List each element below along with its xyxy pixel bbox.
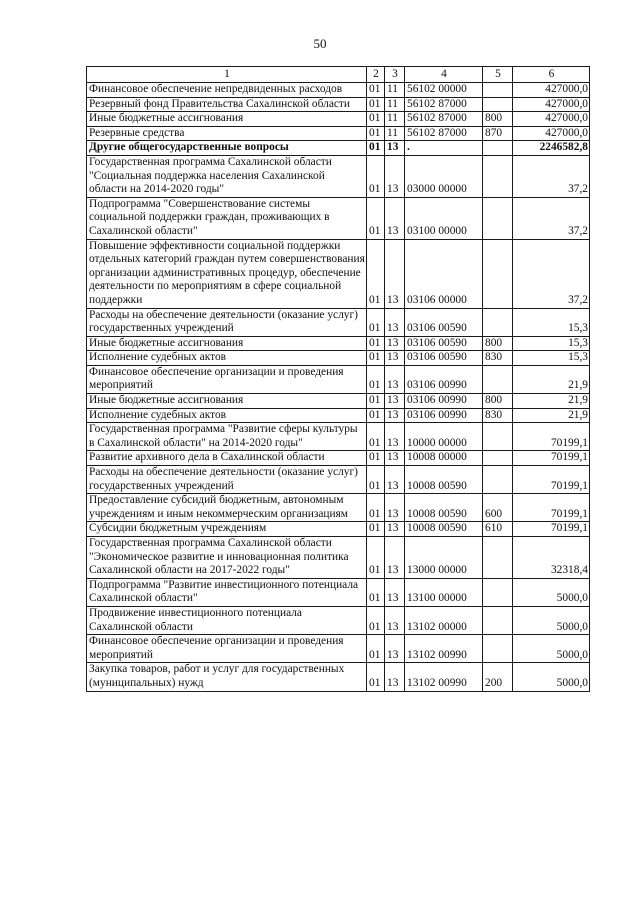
header-cell-name: 1 — [87, 67, 367, 83]
row-cell-target-article: 03000 00000 — [405, 155, 483, 197]
row-cell-target-article: 56102 87000 — [405, 126, 483, 141]
row-cell-target-article: 10008 00590 — [405, 494, 483, 522]
row-cell-amount: 15,3 — [513, 351, 590, 366]
row-cell-section: 01 — [367, 394, 385, 409]
row-cell-subsection: 13 — [385, 394, 405, 409]
row-cell-section: 01 — [367, 239, 385, 308]
row-cell-name: Финансовое обеспечение непредвиденных расходов — [87, 83, 367, 98]
row-cell-target-article: 03106 00590 — [405, 308, 483, 336]
row-cell-expense-type — [483, 83, 513, 98]
row-cell-name: Повышение эффективности социальной поддержки отдельных категорий граждан путем совершенствования организации административных процедур, обеспечение деятельности по мероприятиям в сфере социальной поддержки — [87, 239, 367, 308]
row-cell-name: Резервный фонд Правительства Сахалинской области — [87, 97, 367, 112]
row-cell-section: 01 — [367, 83, 385, 98]
row-cell-amount: 427000,0 — [513, 97, 590, 112]
row-cell-amount: 70199,1 — [513, 494, 590, 522]
header-cell-amount: 6 — [513, 67, 590, 83]
row-cell-target-article: 03106 00990 — [405, 394, 483, 409]
row-cell-expense-type — [483, 578, 513, 606]
row-cell-target-article: 03106 00590 — [405, 351, 483, 366]
row-cell-expense-type — [483, 423, 513, 451]
row-cell-section: 01 — [367, 408, 385, 423]
row-cell-section: 01 — [367, 112, 385, 127]
row-cell-subsection: 11 — [385, 126, 405, 141]
row-cell-name: Подпрограмма "Развитие инвестиционного потенциала Сахалинской области" — [87, 578, 367, 606]
table-row — [87, 466, 590, 494]
row-cell-name: Государственная программа "Развитие сферы культуры в Сахалинской области" на 2014-2020 годы" — [87, 423, 367, 451]
row-cell-name: Развитие архивного дела в Сахалинской области — [87, 451, 367, 466]
row-cell-amount: 32318,4 — [513, 537, 590, 579]
table-row — [87, 537, 590, 579]
row-cell-amount: 21,9 — [513, 394, 590, 409]
table-row — [87, 308, 590, 336]
row-cell-name: Субсидии бюджетным учреждениям — [87, 522, 367, 537]
row-cell-amount: 37,2 — [513, 239, 590, 308]
row-cell-target-article: 10008 00000 — [405, 451, 483, 466]
row-cell-subsection: 13 — [385, 141, 405, 156]
budget-table — [86, 66, 590, 692]
row-cell-section: 01 — [367, 606, 385, 634]
row-cell-section: 01 — [367, 522, 385, 537]
row-cell-name: Резервные средства — [87, 126, 367, 141]
row-cell-target-article: 13102 00990 — [405, 635, 483, 663]
table-row — [87, 578, 590, 606]
row-cell-name: Продвижение инвестиционного потенциала Сахалинской области — [87, 606, 367, 634]
row-cell-subsection: 11 — [385, 97, 405, 112]
row-cell-section: 01 — [367, 578, 385, 606]
table-row — [87, 663, 590, 691]
row-cell-section: 01 — [367, 635, 385, 663]
table-row — [87, 451, 590, 466]
table-body — [87, 67, 590, 692]
row-cell-target-article: 03106 00000 — [405, 239, 483, 308]
row-cell-expense-type: 800 — [483, 336, 513, 351]
table-row — [87, 394, 590, 409]
row-cell-amount: 5000,0 — [513, 635, 590, 663]
row-cell-section: 01 — [367, 197, 385, 239]
table-row — [87, 635, 590, 663]
row-cell-subsection: 13 — [385, 239, 405, 308]
table-row — [87, 423, 590, 451]
row-cell-name: Другие общегосударственные вопросы — [87, 141, 367, 156]
row-cell-expense-type — [483, 308, 513, 336]
table-row — [87, 351, 590, 366]
row-cell-amount: 70199,1 — [513, 522, 590, 537]
row-cell-section: 01 — [367, 97, 385, 112]
header-cell-subsection: 3 — [385, 67, 405, 83]
table-row — [87, 336, 590, 351]
row-cell-name: Иные бюджетные ассигнования — [87, 112, 367, 127]
row-cell-expense-type: 830 — [483, 408, 513, 423]
row-cell-target-article: 03106 00990 — [405, 365, 483, 393]
row-cell-amount: 5000,0 — [513, 606, 590, 634]
row-cell-expense-type: 800 — [483, 394, 513, 409]
row-cell-target-article: 10000 00000 — [405, 423, 483, 451]
row-cell-section: 01 — [367, 494, 385, 522]
row-cell-amount: 427000,0 — [513, 126, 590, 141]
row-cell-subsection: 13 — [385, 197, 405, 239]
row-cell-expense-type: 830 — [483, 351, 513, 366]
row-cell-subsection: 13 — [385, 578, 405, 606]
row-cell-expense-type — [483, 197, 513, 239]
row-cell-target-article: 13102 00000 — [405, 606, 483, 634]
row-cell-target-article: 03106 00590 — [405, 336, 483, 351]
row-cell-section: 01 — [367, 126, 385, 141]
table-row — [87, 239, 590, 308]
table-row — [87, 522, 590, 537]
table-row — [87, 408, 590, 423]
row-cell-target-article: 13100 00000 — [405, 578, 483, 606]
row-cell-subsection: 13 — [385, 606, 405, 634]
row-cell-target-article: 56102 87000 — [405, 112, 483, 127]
row-cell-expense-type — [483, 537, 513, 579]
row-cell-section: 01 — [367, 351, 385, 366]
row-cell-section: 01 — [367, 365, 385, 393]
row-cell-amount: 5000,0 — [513, 578, 590, 606]
row-cell-amount: 427000,0 — [513, 83, 590, 98]
row-cell-section: 01 — [367, 466, 385, 494]
row-cell-expense-type: 200 — [483, 663, 513, 691]
row-cell-expense-type: 610 — [483, 522, 513, 537]
row-cell-expense-type — [483, 141, 513, 156]
table-row — [87, 141, 590, 156]
row-cell-amount: 21,9 — [513, 365, 590, 393]
row-cell-name: Исполнение судебных актов — [87, 408, 367, 423]
table-row — [87, 365, 590, 393]
row-cell-target-article: 56102 87000 — [405, 97, 483, 112]
row-cell-name: Подпрограмма "Совершенствование системы социальной поддержки граждан, проживающих в Сахалинской области" — [87, 197, 367, 239]
row-cell-expense-type: 600 — [483, 494, 513, 522]
row-cell-target-article: 10008 00590 — [405, 522, 483, 537]
row-cell-subsection: 13 — [385, 537, 405, 579]
row-cell-subsection: 11 — [385, 112, 405, 127]
row-cell-expense-type: 800 — [483, 112, 513, 127]
row-cell-expense-type — [483, 451, 513, 466]
row-cell-name: Исполнение судебных актов — [87, 351, 367, 366]
row-cell-subsection: 13 — [385, 408, 405, 423]
row-cell-subsection: 13 — [385, 466, 405, 494]
row-cell-subsection: 13 — [385, 635, 405, 663]
row-cell-name: Финансовое обеспечение организации и проведения мероприятий — [87, 635, 367, 663]
table-row — [87, 126, 590, 141]
row-cell-section: 01 — [367, 336, 385, 351]
row-cell-section: 01 — [367, 141, 385, 156]
header-cell-target-article: 4 — [405, 67, 483, 83]
row-cell-expense-type — [483, 606, 513, 634]
table-row — [87, 83, 590, 98]
row-cell-expense-type — [483, 365, 513, 393]
row-cell-section: 01 — [367, 308, 385, 336]
row-cell-amount: 37,2 — [513, 155, 590, 197]
row-cell-amount: 70199,1 — [513, 451, 590, 466]
row-cell-section: 01 — [367, 537, 385, 579]
row-cell-target-article: 13102 00990 — [405, 663, 483, 691]
row-cell-name: Закупка товаров, работ и услуг для государственных (муниципальных) нужд — [87, 663, 367, 691]
header-cell-section: 2 — [367, 67, 385, 83]
row-cell-subsection: 11 — [385, 83, 405, 98]
row-cell-name: Иные бюджетные ассигнования — [87, 394, 367, 409]
row-cell-section: 01 — [367, 155, 385, 197]
table-row — [87, 197, 590, 239]
row-cell-subsection: 13 — [385, 308, 405, 336]
row-cell-subsection: 13 — [385, 663, 405, 691]
header-row — [87, 67, 590, 83]
row-cell-amount: 21,9 — [513, 408, 590, 423]
row-cell-expense-type — [483, 635, 513, 663]
table-row — [87, 494, 590, 522]
row-cell-target-article: 13000 00000 — [405, 537, 483, 579]
table-row — [87, 112, 590, 127]
row-cell-name: Предоставление субсидий бюджетным, автономным учреждениям и иным некоммерческим организациям — [87, 494, 367, 522]
row-cell-subsection: 13 — [385, 155, 405, 197]
row-cell-subsection: 13 — [385, 451, 405, 466]
page-number: 50 — [313, 36, 327, 51]
row-cell-expense-type — [483, 239, 513, 308]
row-cell-expense-type: 870 — [483, 126, 513, 141]
row-cell-subsection: 13 — [385, 351, 405, 366]
row-cell-target-article: 03106 00990 — [405, 408, 483, 423]
row-cell-amount: 2246582,8 — [513, 141, 590, 156]
row-cell-subsection: 13 — [385, 336, 405, 351]
row-cell-name: Расходы на обеспечение деятельности (оказание услуг) государственных учреждений — [87, 308, 367, 336]
row-cell-expense-type — [483, 97, 513, 112]
row-cell-amount: 70199,1 — [513, 466, 590, 494]
row-cell-name: Иные бюджетные ассигнования — [87, 336, 367, 351]
row-cell-name: Государственная программа Сахалинской области "Социальная поддержка населения Сахалинской области на 2014-2020 годы" — [87, 155, 367, 197]
row-cell-subsection: 13 — [385, 494, 405, 522]
header-cell-expense-type: 5 — [483, 67, 513, 83]
table-row — [87, 606, 590, 634]
row-cell-amount: 427000,0 — [513, 112, 590, 127]
row-cell-subsection: 13 — [385, 365, 405, 393]
table-row — [87, 97, 590, 112]
row-cell-expense-type — [483, 466, 513, 494]
row-cell-expense-type — [483, 155, 513, 197]
row-cell-subsection: 13 — [385, 423, 405, 451]
row-cell-section: 01 — [367, 423, 385, 451]
row-cell-amount: 70199,1 — [513, 423, 590, 451]
row-cell-target-article: . — [405, 141, 483, 156]
row-cell-amount: 5000,0 — [513, 663, 590, 691]
row-cell-section: 01 — [367, 451, 385, 466]
row-cell-name: Государственная программа Сахалинской области "Экономическое развитие и инновационная политика Сахалинской области на 2017-2022 годы" — [87, 537, 367, 579]
row-cell-target-article: 10008 00590 — [405, 466, 483, 494]
row-cell-amount: 15,3 — [513, 336, 590, 351]
row-cell-name: Финансовое обеспечение организации и проведения мероприятий — [87, 365, 367, 393]
row-cell-amount: 15,3 — [513, 308, 590, 336]
row-cell-subsection: 13 — [385, 522, 405, 537]
row-cell-target-article: 56102 00000 — [405, 83, 483, 98]
row-cell-target-article: 03100 00000 — [405, 197, 483, 239]
row-cell-name: Расходы на обеспечение деятельности (оказание услуг) государственных учреждений — [87, 466, 367, 494]
row-cell-amount: 37,2 — [513, 197, 590, 239]
table-row — [87, 155, 590, 197]
row-cell-section: 01 — [367, 663, 385, 691]
